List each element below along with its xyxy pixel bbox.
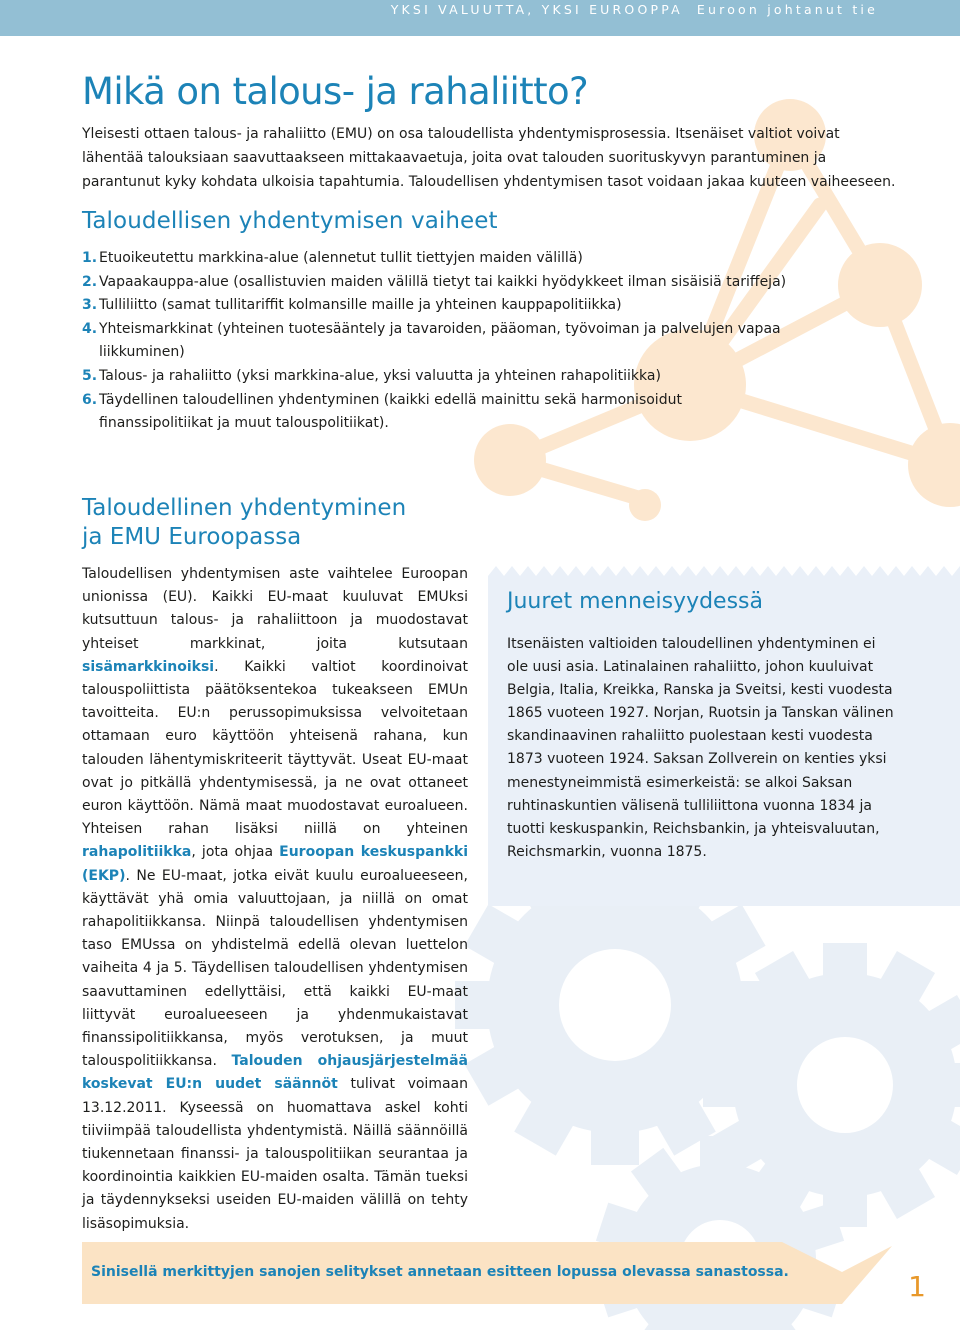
list-item-text: Täydellinen taloudellinen yhdentyminen (kaikki edellä mainittu sekä harmonisoidut finanssipolitiikat ja muut talouspolitiikat). xyxy=(99,391,682,432)
body-text-part: . Kaikki valtiot koordinoivat talouspoliittista päätöksentekoa tukeakseen EMUn tavoitteita. EU:n perussopimuksissa velvoitetaan ottamaan euro käyttöön yhteisenä rahana, kun talouden lähentymiskriteerit täyttyvät. Useat EU-maat ovat jo pitkällä yhdentymisessä, ja ne ovat ottaneet euron käyttöön. Nämä maat muodostavat euroalueen. Yhteisen rahan lisäksi niillä on yhteinen xyxy=(82,658,468,838)
running-header-secondary: Euroon johtanut tie xyxy=(696,2,878,17)
list-item xyxy=(82,318,842,365)
list-item-text: Tulliliitto (samat tullitariffit kolmansille maille ja yhteinen kauppapolitiikka) xyxy=(99,297,622,314)
phases-list xyxy=(82,247,842,436)
page-title: Mikä on talous- ja rahaliitto? xyxy=(82,70,589,113)
history-sidebox-title: Juuret menneisyydessä xyxy=(507,589,763,614)
emu-body-text xyxy=(82,563,468,1236)
phases-heading: Taloudellisen yhdentymisen vaiheet xyxy=(82,208,498,234)
list-item xyxy=(82,294,842,318)
list-item-text: Talous- ja rahaliitto (yksi markkina-alue, yksi valuutta ja yhteinen rahapolitiikka) xyxy=(99,367,661,384)
list-item-number: 6. xyxy=(82,391,98,408)
history-sidebox-text: Itsenäisten valtioiden taloudellinen yhdentyminen ei ole uusi asia. Latinalainen rahaliitto, johon kuuluivat Belgia, Italia, Kreikka, Ranska ja Sveitsi, kesti vuodesta 1865 vuoteen 1927. Norjan, Ruotsin ja Tanskan välinen skandinaavinen rahaliitto puolestaan kesti vuodesta 1873 vuoteen 1924. Saksan Zollverein on kenties yksi menestyneimmistä esimerkeistä: se alkoi Saksan ruhtinaskuntien välisenä tulliliittona vuonna 1834 ja tuotti keskuspankin, Reichsbankin, ja yhteisvaluutan, Reichsmarkin, vuonna 1875. xyxy=(507,636,894,860)
list-item-number: 2. xyxy=(82,273,98,290)
intro-paragraph: Yleisesti ottaen talous- ja rahaliitto (EMU) on osa taloudellista yhdentymisprosessia. Itsenäiset valtiot voivat lähentää talouksiaan saavuttaakseen mittakaavaetuja, joita ovat talouden suorituskyvyn parantuminen ja parantunut kyky kohdata ulkoisia tapahtumia. Taloudellisen yhdentymisen tasot voidaan jakaa kuuteen vaiheeseen. xyxy=(82,126,896,190)
list-item-number: 3. xyxy=(82,297,98,314)
list-item xyxy=(82,247,842,271)
list-item-number: 5. xyxy=(82,367,98,384)
list-item-number: 4. xyxy=(82,320,98,337)
list-item xyxy=(82,271,842,295)
body-text-part: . Ne EU-maat, jotka eivät kuulu euroalueeseen, käyttävät yhä omia valuuttojaan, ja niillä on omat rahapolitiikkansa. Niinpä taloudellisen yhdentymisen taso EMUssa on yhdistelmä edellä olevan luettelon vaiheita 4 ja 5. Täydellisen taloudellisen yhdentymisen saavuttaminen edellyttäisi, että kaikki EU-maat liittyvät euroalueeseen ja yhdenmukaistavat finanssipolitiikkansa, myös verotuksen, ja muut talouspolitiikkansa. xyxy=(82,867,468,1070)
body-text-part: tulivat voimaan 13.12.2011. Kyseessä on huomattava askel kohti tiiviimpää taloudellista yhdentymistä. Näillä säännöillä tiukennetaan finanssi- ja talouspolitiikan seurantaa ja koordinointia kaikkien EU-maiden osalta. Tämän tueksi ja täydennykseksi useiden EU-maiden välillä on tehty lisäsopimuksia. xyxy=(82,1076,468,1232)
glossary-note-text: Sinisellä merkittyjen sanojen selitykset annetaan esitteen lopussa olevassa sanastossa. xyxy=(91,1264,789,1280)
list-item-text: Vapaakauppa-alue (osallistuvien maiden välillä tietyt tai kaikki hyödykkeet ilman sisäisiä tariffeja) xyxy=(99,273,787,290)
body-text-part: , jota ohjaa xyxy=(191,844,280,861)
glossary-term-rahapolitiikka: rahapolitiikka xyxy=(82,844,192,861)
section-heading-line-2: ja EMU Euroopassa xyxy=(82,524,302,550)
list-item xyxy=(82,365,842,389)
glossary-term-ohjausjarjestelma: Talouden ohjausjärjestelmää koskevat EU:n uudet säännöt xyxy=(82,1053,469,1093)
list-item-text: Etuoikeutettu markkina-alue (alennetut tullit tiettyjen maiden välillä) xyxy=(99,250,583,266)
section-heading-emu xyxy=(82,494,462,552)
list-item xyxy=(82,389,759,436)
body-text-part: Taloudellisen yhdentymisen aste vaihtelee Euroopan unionissa (EU). Kaikki EU-maat kuuluvat EMUksi kutsuttuun talous- ja rahaliittoon ja muodostavat yhteiset markkinat, joita kutsutaan xyxy=(82,566,468,652)
running-header-primary: YKSI VALUUTTA, YKSI EUROOPPA xyxy=(390,2,683,17)
list-item-number: 1. xyxy=(82,250,98,266)
page-number: 1 xyxy=(908,1270,926,1303)
section-heading-line-1: Taloudellinen yhdentyminen xyxy=(82,495,407,521)
glossary-term-sisamarkkinat: sisämarkkinoiksi xyxy=(82,658,215,675)
glossary-term-ekp: Euroopan keskuspankki (EKP) xyxy=(82,844,468,884)
list-item-text: Yhteismarkkinat (yhteinen tuotesääntely ja tavaroiden, pääoman, työvoiman ja palvelujen vapaa liikkuminen) xyxy=(99,320,781,361)
